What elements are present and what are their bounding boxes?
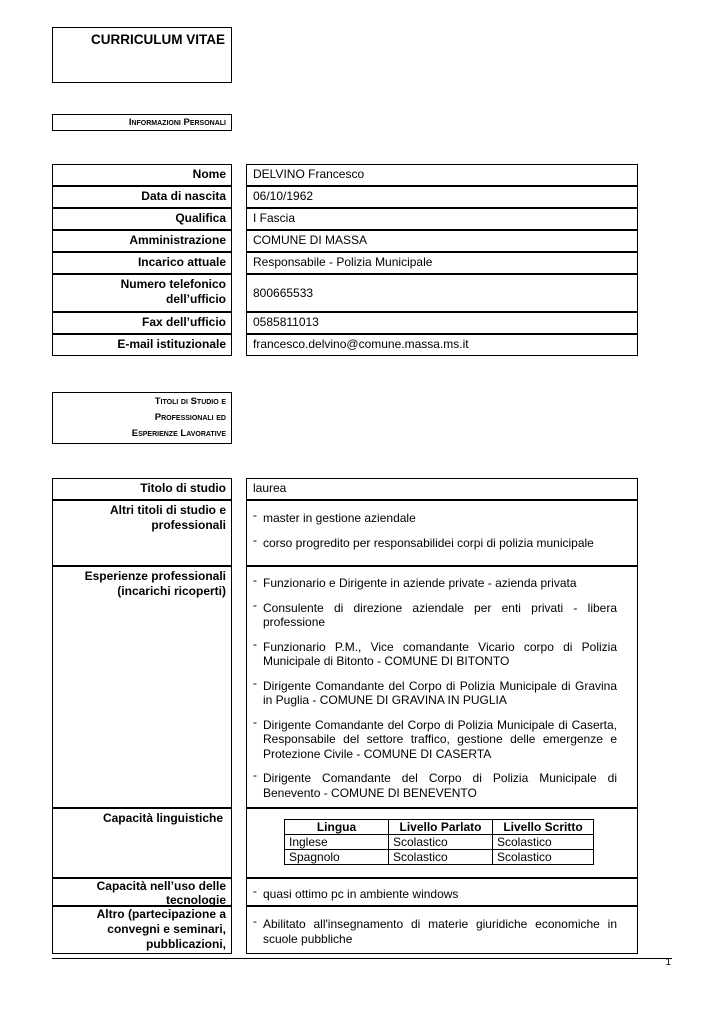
table-row (285, 850, 594, 865)
cell-parlato: Scolastico (389, 850, 493, 865)
value-titolo-studio: laurea (246, 478, 638, 500)
label-numero-telefonico (52, 274, 232, 312)
label-data-nascita: Data di nascita (52, 186, 232, 208)
list-item: - corso progredito per responsabilidei corpi di polizia municipale (253, 536, 617, 551)
value-nome: DELVINO Francesco (246, 164, 638, 186)
cell-lingua: Spagnolo (285, 850, 389, 865)
label-altro-line2: convegni e seminari, (107, 922, 226, 936)
altro-list (253, 917, 617, 946)
label-fax: Fax dell’ufficio (52, 312, 232, 334)
label-esperienze-line2: (incarichi ricoperti) (117, 584, 226, 598)
label-tecnologie-line1: Capacità nell’uso delle (96, 879, 226, 893)
label-tecnologie (52, 878, 232, 906)
value-email: francesco.delvino@comune.massa.ms.it (246, 334, 638, 356)
label-lingue: Capacità linguistiche (52, 808, 232, 878)
label-tecnologie-line2: tecnologie (165, 893, 226, 907)
label-altri-titoli (52, 500, 232, 566)
section-studies-line1: Titoli di Studio e (154, 396, 226, 407)
footer-divider (52, 958, 672, 959)
cell-scritto: Scolastico (493, 835, 594, 850)
list-item: - Dirigente Comandante del Corpo di Polizia Municipale di Gravina in Puglia - COMUNE DI GRAVINA IN PUGLIA (253, 679, 617, 708)
cv-title-box (52, 27, 232, 83)
list-item: - master in gestione aziendale (253, 511, 617, 526)
label-numero-telefonico-line2: dell’ufficio (166, 292, 226, 306)
label-esperienze (52, 566, 232, 808)
cell-parlato: Scolastico (389, 835, 493, 850)
value-altri-titoli (246, 500, 638, 566)
label-esperienze-line1: Esperienze professionali (84, 569, 226, 583)
cell-scritto: Scolastico (493, 850, 594, 865)
value-fax: 0585811013 (246, 312, 638, 334)
cell-lingua: Inglese (285, 835, 389, 850)
value-esperienze (246, 566, 638, 808)
esperienze-list (253, 576, 617, 800)
altri-titoli-list (253, 511, 617, 550)
label-altro-line1: Altro (partecipazione a (96, 907, 226, 921)
col-lingua: Lingua (285, 820, 389, 835)
label-titolo-studio: Titolo di studio (52, 478, 232, 500)
page-number: 1 (665, 957, 671, 968)
label-altri-titoli-line1: Altri titoli di studio e (110, 503, 226, 517)
list-item: - Consulente di direzione aziendale per enti privati - libera professione (253, 601, 617, 630)
list-item: - Dirigente Comandante del Corpo di Polizia Municipale di Caserta, Responsabile del settore traffico, gestione delle emergenze e Protezione Civile - COMUNE DI CASERTA (253, 718, 617, 762)
value-qualifica: I Fascia (246, 208, 638, 230)
label-qualifica: Qualifica (52, 208, 232, 230)
label-altro-line3: pubblicazioni, (146, 937, 226, 951)
col-livello-scritto: Livello Scritto (493, 820, 594, 835)
value-tecnologie (246, 878, 638, 906)
label-nome: Nome (52, 164, 232, 186)
languages-table (284, 819, 594, 865)
list-item: - Funzionario P.M., Vice comandante Vicario corpo di Polizia Municipale di Bitonto - COMUNE DI BITONTO (253, 640, 617, 669)
tecnologie-list (253, 887, 617, 902)
section-personal-info: Informazioni Personali (52, 114, 232, 131)
section-studies-line2: Professionali ed (154, 412, 226, 423)
list-item: - Funzionario e Dirigente in aziende private - azienda privata (253, 576, 617, 591)
languages-table-header (285, 820, 594, 835)
value-amministrazione: COMUNE DI MASSA (246, 230, 638, 252)
col-livello-parlato: Livello Parlato (389, 820, 493, 835)
value-data-nascita: 06/10/1962 (246, 186, 638, 208)
value-numero-telefonico: 800665533 (246, 274, 638, 312)
label-altro (52, 906, 232, 954)
label-incarico-attuale: Incarico attuale (52, 252, 232, 274)
value-incarico-attuale: Responsabile - Polizia Municipale (246, 252, 638, 274)
label-altri-titoli-line2: professionali (151, 518, 226, 532)
section-studies (52, 392, 232, 444)
table-row (285, 835, 594, 850)
list-item: - quasi ottimo pc in ambiente windows (253, 887, 617, 902)
section-studies-line3: Esperienze Lavorative (131, 428, 226, 439)
cv-title: CURRICULUM VITAE (91, 32, 225, 47)
value-altro (246, 906, 638, 954)
label-numero-telefonico-line1: Numero telefonico (120, 277, 226, 291)
list-item: - Dirigente Comandante del Corpo di Polizia Municipale di Benevento - COMUNE DI BENEVENTO (253, 771, 617, 800)
list-item: - Abilitato all'insegnamento di materie giuridiche economiche in scuole pubbliche (253, 917, 617, 946)
label-email: E-mail istituzionale (52, 334, 232, 356)
label-amministrazione: Amministrazione (52, 230, 232, 252)
